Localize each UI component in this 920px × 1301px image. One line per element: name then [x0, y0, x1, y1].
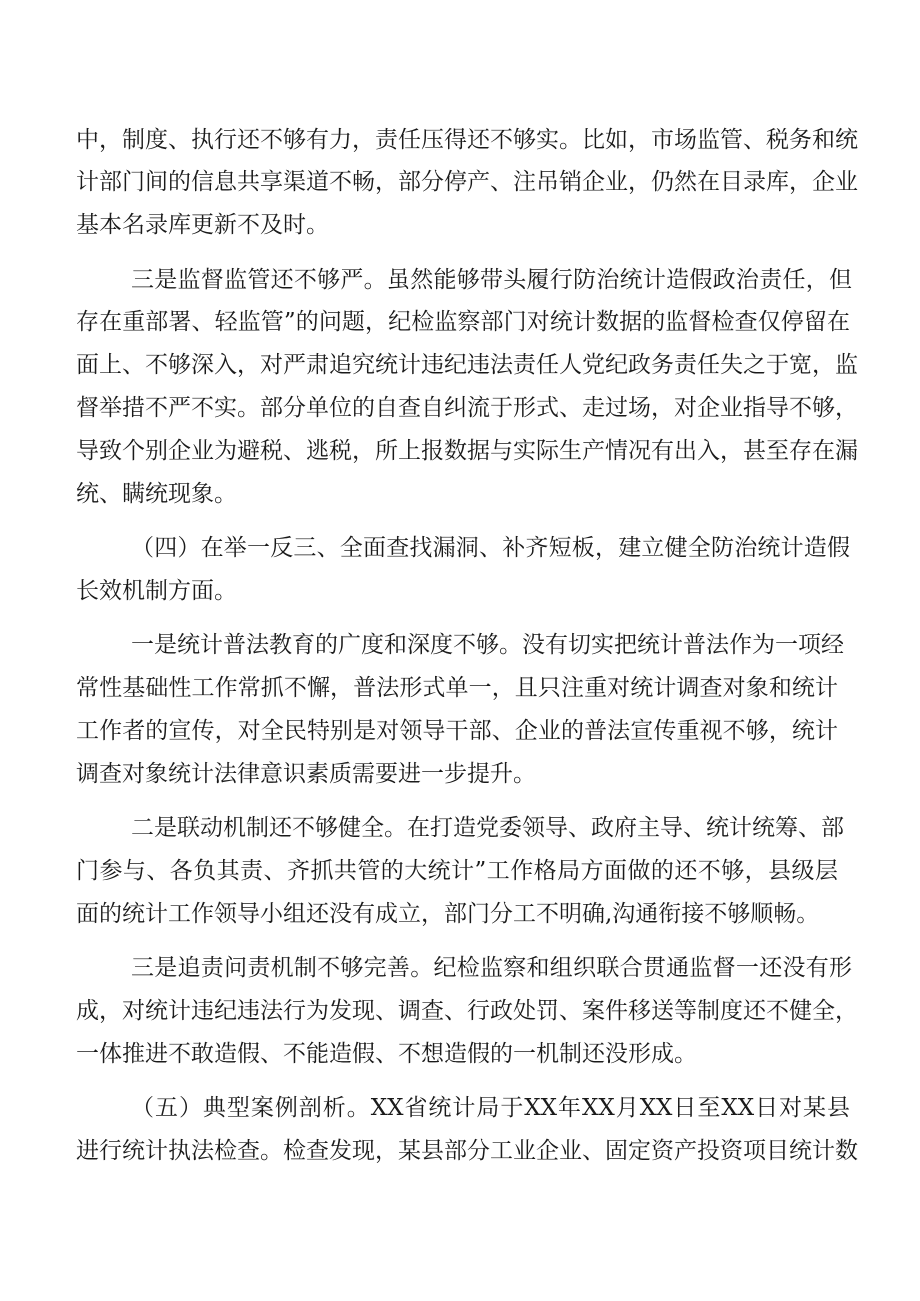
text-line: 督举措不严不实。部分单位的自查自纠流于形式、走过场，对企业指导不够，	[76, 395, 858, 421]
text-line: 成，对统计违纪违法行为发现、调查、行政处罚、案件移送等制度还不健全，	[76, 998, 858, 1024]
section-heading-line: （四）在举一反三、全面查找漏洞、补齐短板，建立健全防治统计造假	[131, 535, 850, 561]
text-line: 二是联动机制还不够健全。在打造党委领导、政府主导、统计统筹、部	[131, 815, 844, 841]
text-line: 调查对象统计法律意识素质需要进一步提升。	[76, 761, 536, 787]
section-heading-line: 长效机制方面。	[76, 578, 237, 604]
text-line: 存在重部署、轻监管”的问题，纪检监察部门对统计数据的监督检查仅停留在	[76, 309, 850, 335]
text-line: 面上、不够深入，对严肃追究统计违纪违法责任人党纪政务责任失之于宽，监	[76, 352, 858, 378]
text-line: 面的统计工作领导小组还没有成立，部门分工不明确,沟通衔接不够顺畅。	[76, 901, 820, 927]
text-line: 计部门间的信息共享渠道不畅，部分停产、注吊销企业，仍然在目录库，企业	[76, 169, 858, 195]
text-line: 三是追责问责机制不够完善。纪检监察和组织联合贯通监督一还没有形	[131, 955, 852, 981]
section-heading-line: （五）典型案例剖析。XX省统计局于XX年XX月XX日至XX日对某县	[131, 1095, 850, 1121]
text-line: 导致个别企业为避税、逃税，所上报数据与实际生产情况有出入，甚至存在漏	[76, 438, 858, 464]
text-line: 门参与、各负其责、齐抓共管的大统计”工作格局方面做的还不够，县级层	[76, 858, 838, 884]
text-line: 统、瞒统现象。	[76, 481, 237, 507]
text-line: 常性基础性工作常抓不懈，普法形式单一，且只注重对统计调查对象和统计	[76, 675, 838, 701]
text-line: 一体推进不敢造假、不能造假、不想造假的一机制还没形成。	[76, 1041, 697, 1067]
text-line: 中，制度、执行还不够有力，责任压得还不够实。比如，市场监管、税务和统	[76, 127, 858, 153]
text-line: 基本名录库更新不及时。	[76, 212, 329, 238]
text-line: 一是统计普法教育的广度和深度不够。没有切实把统计普法作为一项经	[131, 632, 844, 658]
section-heading-line: 进行统计执法检查。检查发现，某县部分工业企业、固定资产投资项目统计数	[76, 1138, 858, 1164]
text-line: 工作者的宣传，对全民特别是对领导干部、企业的普法宣传重视不够，统计	[76, 718, 838, 744]
text-line: 三是监督监管还不够严。虽然能够带头履行防治统计造假政治责任，但	[131, 267, 852, 293]
